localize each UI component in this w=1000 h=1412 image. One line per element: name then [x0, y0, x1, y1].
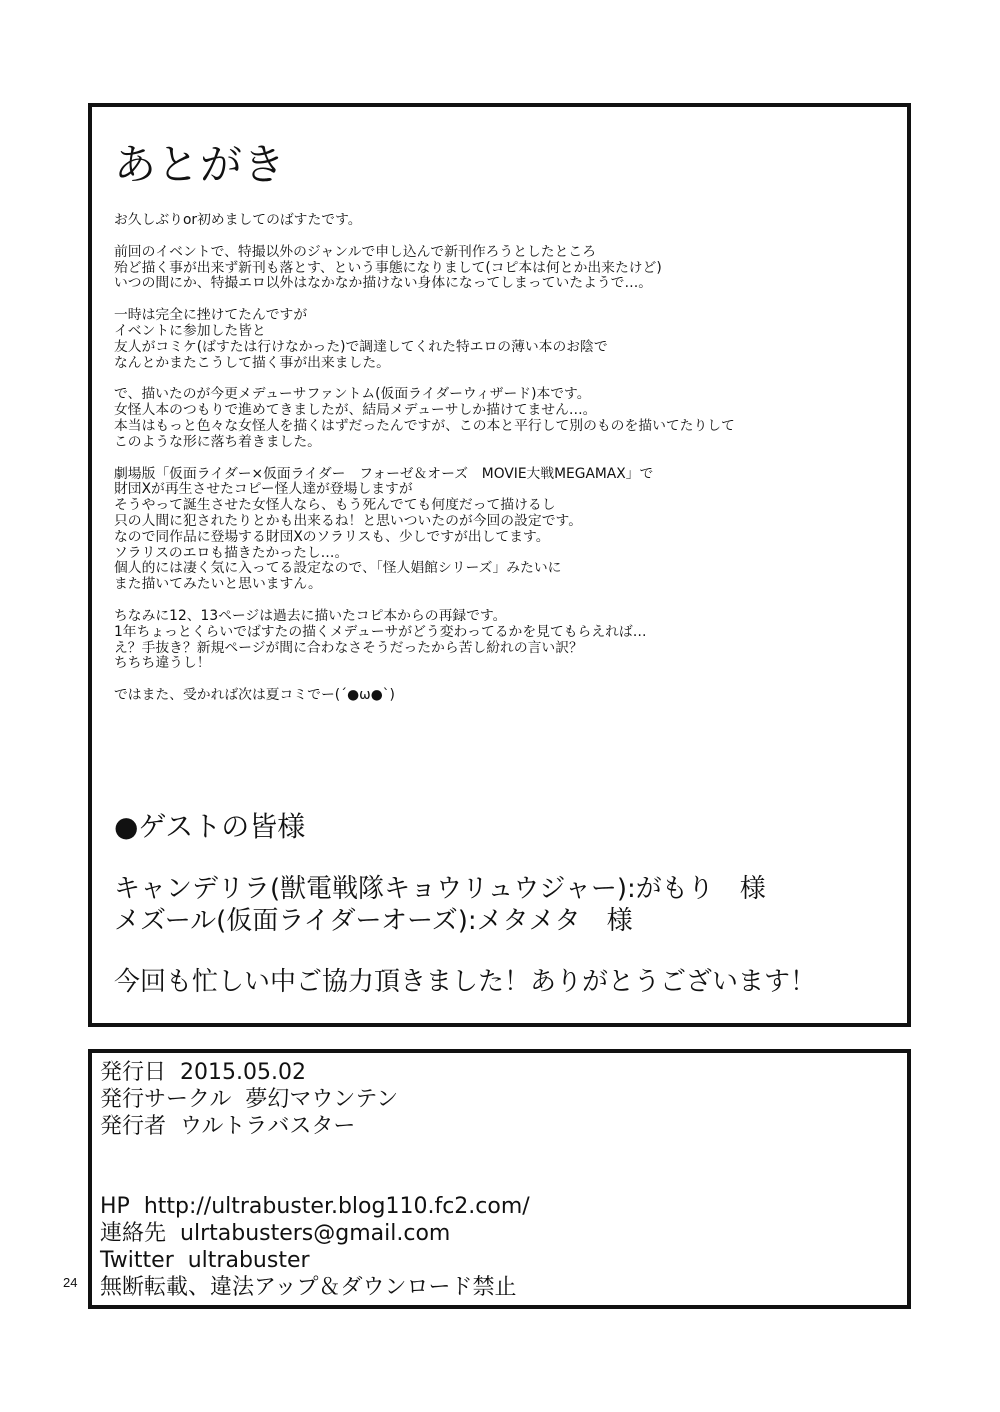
afterword-line: 殆ど描く事が出来ず新刊も落とす、という事態になりまして(コピ本は何とか出来たけど) — [114, 259, 662, 276]
afterword-title: あとがき — [114, 140, 287, 189]
circle-line — [100, 1086, 398, 1113]
circle-label: 発行サークル — [100, 1087, 232, 1112]
afterword-box — [88, 103, 911, 1027]
hp-label: HP — [100, 1194, 130, 1219]
afterword-line: 女怪人本のつもりで進めてきましたが、結局メデューサしか描けてません…。 — [114, 402, 597, 419]
twitter-label: Twitter — [100, 1248, 174, 1273]
afterword-line: ちなみに12、13ページは過去に描いたコピ本からの再録です。 — [114, 607, 507, 624]
publisher-value: ウルトラバスター — [180, 1114, 356, 1139]
afterword-paragraph — [114, 387, 894, 450]
afterword-line: 財団Xが再生させたコピー怪人達が登場しますが — [114, 481, 413, 498]
afterword-line: 劇場版「仮面ライダー×仮面ライダー フォーゼ＆オーズ MOVIE大戦MEGAMAX」で — [114, 465, 654, 482]
guests-heading: ●ゲストの皆様 — [114, 810, 306, 843]
afterword-line: お久しぶりor初めましてのばすたです。 — [114, 212, 362, 228]
contact-line — [100, 1220, 530, 1247]
afterword-line: 只の人間に犯されたりとかも出来るね！と思いついたのが今回の設定です。 — [114, 512, 582, 529]
afterword-line: 1年ちょっとくらいでばすたの描くメデューサがどう変わってるかを見てもらえれば… — [114, 623, 647, 640]
afterword-line: 本当はもっと色々な女怪人を描くはずだったんですが、この本と平行して別のものを描いてたりして — [114, 417, 735, 434]
publication-date-label: 発行日 — [100, 1060, 167, 1085]
afterword-paragraph — [114, 213, 894, 229]
hp-link[interactable]: http://ultrabuster.blog110.fc2.com/ — [143, 1194, 530, 1219]
afterword-body — [114, 213, 894, 720]
contact-label: 連絡先 — [100, 1221, 167, 1246]
afterword-paragraph — [114, 609, 894, 672]
publisher-line — [100, 1113, 398, 1140]
afterword-line: なので同作品に登場する財団Xのソラリスも、少しですが出してます。 — [114, 528, 550, 545]
afterword-line: また描いてみたいと思いますん。 — [114, 576, 322, 593]
afterword-line: 前回のイベントで、特撮以外のジャンルで申し込んで新刊作ろうとしたところ — [114, 243, 596, 260]
afterword-line: このような形に落ち着きました。 — [114, 433, 321, 450]
page-number: 24 — [63, 1275, 78, 1290]
afterword-line: そうやって誕生させた女怪人なら、もう死んでても何度だって描けるし — [114, 497, 556, 514]
guests-section — [114, 809, 894, 999]
afterword-paragraph — [114, 245, 894, 292]
thanks-message: 今回も忙しい中ご協力頂きました！ありがとうございます！ — [114, 967, 817, 997]
afterword-line: 個人的には凄く気に入ってる設定なので、「怪人娼館シリーズ」みたいに — [114, 560, 562, 577]
afterword-line: 一時は完全に挫けてたんですが — [114, 307, 308, 324]
publication-date-line — [100, 1059, 398, 1086]
afterword-line: ちちち違うし！ — [114, 655, 211, 672]
circle-value: 夢幻マウンテン — [245, 1087, 399, 1112]
afterword-paragraph — [114, 467, 894, 593]
afterword-paragraph — [114, 688, 894, 704]
afterword-line: イベントに参加した皆と — [114, 322, 266, 339]
colophon-contact-info — [100, 1193, 530, 1301]
copyright-notice: 無断転載、違法アップ＆ダウンロード禁止 — [100, 1275, 517, 1300]
colophon-publication-info — [100, 1059, 398, 1140]
afterword-line: ソラリスのエロも描きたかったし…。 — [114, 544, 349, 561]
publisher-label: 発行者 — [100, 1114, 167, 1139]
afterword-line: なんとかまたこうして描く事が出来ました。 — [114, 354, 390, 371]
hp-line — [100, 1193, 530, 1220]
contact-email[interactable]: ulrtabusters@gmail.com — [180, 1221, 451, 1246]
afterword-line: で、描いたのが今更メデューサファントム(仮面ライダーウィザード)本です。 — [114, 386, 591, 403]
guest-line: メズール(仮面ライダーオーズ):メタメタ 様 — [114, 906, 633, 936]
colophon-box — [88, 1049, 911, 1309]
afterword-line: 友人がコミケ(ばすたは行けなかった)で調達してくれた特エロの薄い本のお陰で — [114, 338, 608, 355]
guest-line: キャンデリラ(獣電戦隊キョウリュウジャー):がもり 様 — [114, 874, 766, 904]
afterword-line: え？手抜き？新規ページが間に合わなさそうだったから苦し紛れの言い訳？ — [114, 639, 583, 656]
afterword-line: いつの間にか、特撮エロ以外はなかなか描けない身体になってしまっていたようで…。 — [114, 275, 653, 292]
twitter-line — [100, 1247, 530, 1274]
publication-date-value: 2015.05.02 — [180, 1060, 306, 1085]
afterword-paragraph — [114, 308, 894, 371]
twitter-handle[interactable]: ultrabuster — [187, 1248, 310, 1273]
afterword-line: ではまた、受かれば次は夏コミでー(´●ω●`) — [114, 687, 395, 704]
guest-list — [114, 873, 894, 937]
